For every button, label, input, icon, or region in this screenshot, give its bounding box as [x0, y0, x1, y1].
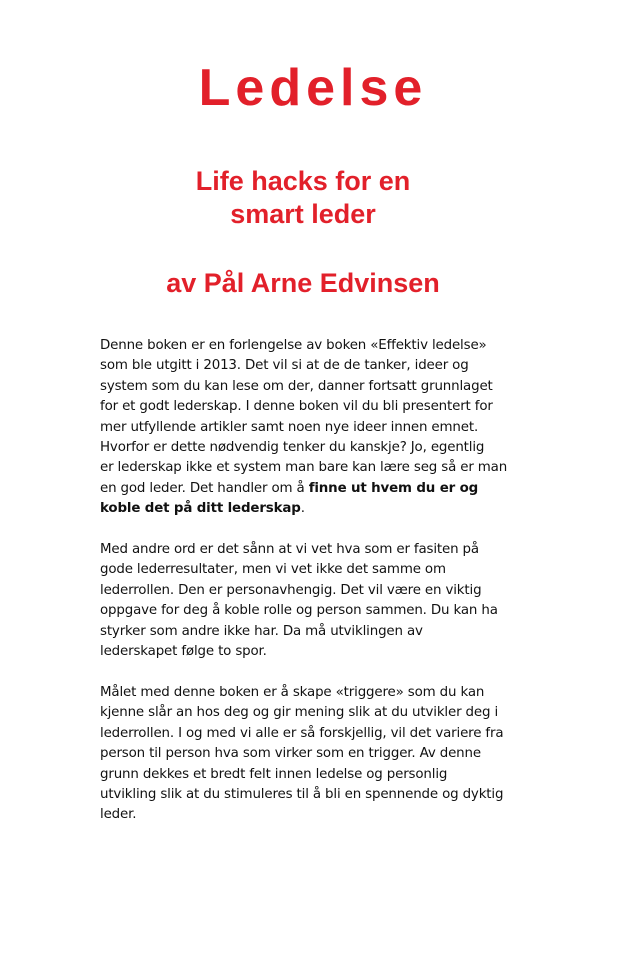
text-line: system som du kan lese om der, danner fortsatt grunnlaget — [100, 378, 493, 394]
text-line: lederrollen. I og med vi alle er så forskjellig, vil det variere fra — [100, 725, 504, 741]
page-title: Ledelse — [198, 59, 428, 117]
text-line: mer utfyllende artikler samt noen nye ideer innen emnet. — [100, 419, 479, 435]
text-line: gode lederresultater, men vi vet ikke det samme om — [100, 562, 446, 578]
text-segment: en god leder. Det handler om å — [100, 480, 309, 496]
text-line: som ble utgitt i 2013. Det vil si at de de tanker, ideer og — [100, 358, 469, 374]
text-line: lederrollen. Den er personavhengig. Det vil være en viktig — [100, 582, 482, 598]
text-segment: . — [300, 501, 305, 517]
text-line: styrker som andre ikke har. Da må utviklingen av — [100, 623, 423, 639]
emphasis-text: koble det på ditt lederskap — [100, 501, 301, 517]
text-line — [100, 479, 520, 499]
text-line: for et godt lederskap. I denne boken vil du bli presentert for — [100, 399, 493, 415]
subtitle-line: smart leder — [230, 199, 376, 229]
text-line: grunn dekkes et bredt felt innen ledelse og personlig — [100, 766, 448, 782]
text-line: person til person hva som virker som en trigger. Av denne — [100, 746, 481, 762]
text-line: er lederskap ikke et system man bare kan lære seg så er man — [100, 460, 508, 476]
paragraph-second — [100, 540, 520, 662]
paragraph-third — [100, 683, 520, 826]
text-line: oppgave for deg å koble rolle og person sammen. Du kan ha — [100, 603, 498, 619]
body-text — [100, 336, 520, 846]
text-line: kjenne slår an hos deg og gir mening slik at du utvikler deg i — [100, 705, 499, 721]
text-line: Hvorfor er dette nødvendig tenker du kanskje? Jo, egentlig — [100, 440, 485, 456]
text-line: leder. — [100, 807, 137, 823]
text-line: Målet med denne boken er å skape «triggere» som du kan — [100, 684, 485, 700]
text-line: lederskapet følge to spor. — [100, 644, 267, 660]
subtitle-line: Life hacks for en — [195, 166, 411, 196]
page-subtitle — [0, 165, 606, 231]
text-line: Med andre ord er det sånn at vi vet hva som er fasiten på — [100, 542, 479, 558]
text-line: Denne boken er en forlengelse av boken «Effektiv ledelse» — [100, 338, 487, 353]
text-line: utvikling slik at du stimuleres til å bli en spennende og dyktig — [100, 786, 504, 802]
author-byline: av Pål Arne Edvinsen — [166, 268, 440, 298]
paragraph-intro — [100, 336, 520, 520]
text-line — [100, 499, 520, 519]
emphasis-text: finne ut hvem du er og — [308, 480, 479, 496]
